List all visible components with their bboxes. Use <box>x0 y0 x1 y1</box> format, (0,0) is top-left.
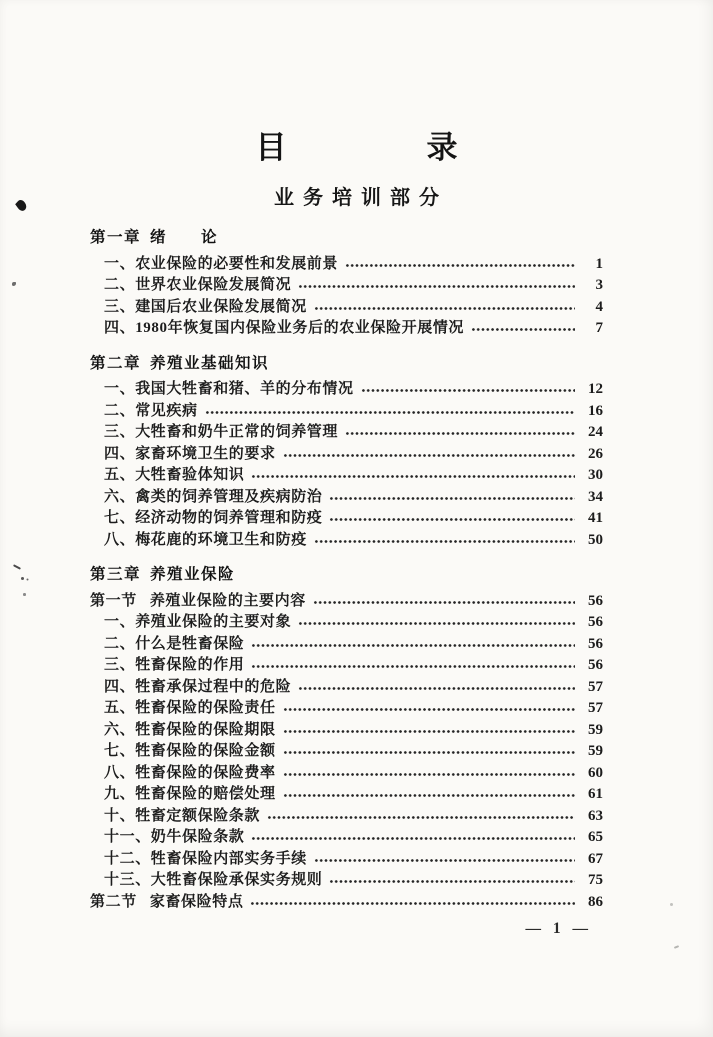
toc-entry <box>90 564 603 586</box>
scan-artifact <box>13 564 21 570</box>
toc-entry <box>104 530 603 552</box>
entry-page-number: 56 <box>588 614 603 630</box>
dot-leader-icon <box>283 772 575 777</box>
scan-artifact <box>674 945 679 949</box>
toc-entry <box>104 254 603 276</box>
toc-entry <box>104 784 603 806</box>
entry-page-number: 57 <box>588 678 603 695</box>
toc-entry <box>104 655 603 677</box>
page-title-char-left: 目 <box>255 130 287 165</box>
entry-label: 第一章 <box>90 229 142 246</box>
toc-entry <box>104 720 603 742</box>
entry-title: 二、常见疾病 <box>104 402 198 419</box>
entry-page-number: 56 <box>588 592 603 609</box>
dot-leader-icon <box>361 388 575 393</box>
dot-leader-icon <box>471 327 575 332</box>
entry-title: 十一、奶牛保险条款 <box>104 829 245 845</box>
entry-page-number: 16 <box>588 402 603 419</box>
entry-page-number: 61 <box>588 786 603 802</box>
entry-page-number: 59 <box>588 743 603 759</box>
entry-page-number: 59 <box>588 721 603 738</box>
toc-entry <box>90 353 603 375</box>
dot-leader-icon <box>283 707 575 712</box>
toc-entry <box>104 870 603 892</box>
entry-page-number: 65 <box>588 829 603 845</box>
toc-entry <box>104 487 603 509</box>
entry-title: 一、农业保险的必要性和发展前景 <box>104 255 339 272</box>
dot-leader-icon <box>329 879 575 884</box>
entry-title: 养殖业基础知识 <box>150 354 270 372</box>
dot-leader-icon <box>251 474 575 479</box>
entry-title: 七、经济动物的饲养管理和防疫 <box>104 510 323 526</box>
entry-title: 六、禽类的饲养管理及疾病防治 <box>104 488 323 505</box>
dot-leader-icon <box>298 284 575 289</box>
entry-title: 四、1980年恢复国内保险业务后的农业保险开展情况 <box>104 320 465 336</box>
entry-title: 绪 论 <box>150 229 219 246</box>
page-title <box>0 0 713 163</box>
entry-page-number: 60 <box>588 764 603 781</box>
entry-page-number: 4 <box>595 298 603 315</box>
entry-page-number: 57 <box>588 700 603 716</box>
toc-entry <box>104 612 603 634</box>
entry-title: 二、什么是牲畜保险 <box>104 635 245 652</box>
entry-page-number: 26 <box>588 445 603 462</box>
dot-leader-icon <box>251 643 575 648</box>
dot-leader-icon <box>329 517 575 522</box>
entry-page-number: 30 <box>588 467 603 483</box>
dot-leader-icon <box>267 815 575 820</box>
toc-entry <box>104 379 603 401</box>
entry-title: 十二、牲畜保险内部实务手续 <box>104 850 307 867</box>
dot-leader-icon <box>313 600 575 605</box>
dot-leader-icon <box>251 836 575 841</box>
toc-entry <box>90 892 603 914</box>
toc-entry <box>104 444 603 466</box>
entry-page-number: 3 <box>595 277 603 293</box>
entry-title: 四、牲畜承保过程中的危险 <box>104 678 292 695</box>
dot-leader-icon <box>283 729 575 734</box>
entry-page-number: 56 <box>588 657 603 673</box>
entry-title: 五、牲畜保险的保险责任 <box>104 700 276 716</box>
toc-entry <box>104 698 603 720</box>
dot-leader-icon <box>250 901 575 906</box>
toc-entry <box>90 591 603 613</box>
entry-title: 五、大牲畜验体知识 <box>104 467 245 483</box>
dot-leader-icon <box>329 496 575 501</box>
dot-leader-icon <box>251 664 575 669</box>
entry-title: 七、牲畜保险的保险金额 <box>104 743 276 759</box>
entry-page-number: 12 <box>588 381 603 397</box>
entry-page-number: 50 <box>588 531 603 548</box>
entry-page-number: 34 <box>588 488 603 505</box>
entry-title: 八、牲畜保险的保险费率 <box>104 764 276 781</box>
toc <box>90 227 603 913</box>
entry-page-number: 7 <box>595 320 603 336</box>
dot-leader-icon <box>314 858 575 863</box>
entry-title: 三、牲畜保险的作用 <box>104 657 245 673</box>
dot-leader-icon <box>283 453 575 458</box>
toc-entry <box>104 634 603 656</box>
scan-artifact <box>23 593 26 596</box>
entry-title: 十、牲畜定额保险条款 <box>104 807 261 824</box>
entry-page-number: 56 <box>588 635 603 652</box>
entry-page-number: 67 <box>588 850 603 867</box>
entry-title: 一、我国大牲畜和猪、羊的分布情况 <box>104 381 354 397</box>
entry-title: 八、梅花鹿的环境卫生和防疫 <box>104 531 307 548</box>
toc-entry <box>104 465 603 487</box>
entry-title: 九、牲畜保险的赔偿处理 <box>104 786 276 802</box>
entry-title: 十三、大牲畜保险承保实务规则 <box>104 872 323 888</box>
entry-page-number: 24 <box>588 424 603 440</box>
scan-artifact <box>21 577 24 580</box>
entry-label: 第一节 <box>90 592 137 609</box>
entry-title: 家畜保险特点 <box>149 893 244 910</box>
entry-label: 第二章 <box>90 354 142 372</box>
scan-artifact <box>670 903 673 906</box>
entry-label: 第三章 <box>90 566 142 583</box>
entry-label: 第二节 <box>90 893 137 910</box>
entry-title: 养殖业保险的主要内容 <box>149 592 306 609</box>
toc-entry <box>104 827 603 849</box>
entry-page-number: 41 <box>588 510 603 526</box>
toc-entry <box>104 275 603 297</box>
toc-entry <box>104 401 603 423</box>
entry-page-number: 75 <box>588 872 603 888</box>
toc-entry <box>104 849 603 871</box>
entry-page-number: 86 <box>588 893 603 910</box>
dot-leader-icon <box>314 306 575 311</box>
toc-entry <box>104 508 603 530</box>
toc-entry <box>104 806 603 828</box>
toc-entry <box>104 297 603 319</box>
entry-title: 三、建国后农业保险发展简况 <box>104 298 307 315</box>
entry-title: 一、养殖业保险的主要对象 <box>104 614 292 630</box>
dot-leader-icon <box>345 263 575 268</box>
toc-entry <box>104 422 603 444</box>
footer-page-number: — 1 — <box>525 920 592 937</box>
dot-leader-icon <box>314 539 575 544</box>
entry-page-number: 1 <box>595 255 603 272</box>
part-heading: 业务培训部分 <box>274 187 448 209</box>
dot-leader-icon <box>283 750 575 755</box>
dot-leader-icon <box>345 431 575 436</box>
toc-entry <box>104 741 603 763</box>
scan-artifact <box>12 282 16 286</box>
dot-leader-icon <box>205 410 575 415</box>
toc-entry <box>104 318 603 340</box>
toc-entry <box>104 677 603 699</box>
entry-page-number: 63 <box>588 807 603 824</box>
entry-title: 三、大牲畜和奶牛正常的饲养管理 <box>104 424 339 440</box>
entry-title: 六、牲畜保险的保险期限 <box>104 721 276 738</box>
toc-entry <box>90 227 603 249</box>
dot-leader-icon <box>298 621 575 626</box>
entry-title: 养殖业保险 <box>150 566 236 583</box>
entry-title: 二、世界农业保险发展简况 <box>104 277 292 293</box>
dot-leader-icon <box>298 686 575 691</box>
toc-entry <box>104 763 603 785</box>
page-title-char-right: 录 <box>426 130 458 165</box>
dot-leader-icon <box>283 793 575 798</box>
entry-title: 四、家畜环境卫生的要求 <box>104 445 276 462</box>
